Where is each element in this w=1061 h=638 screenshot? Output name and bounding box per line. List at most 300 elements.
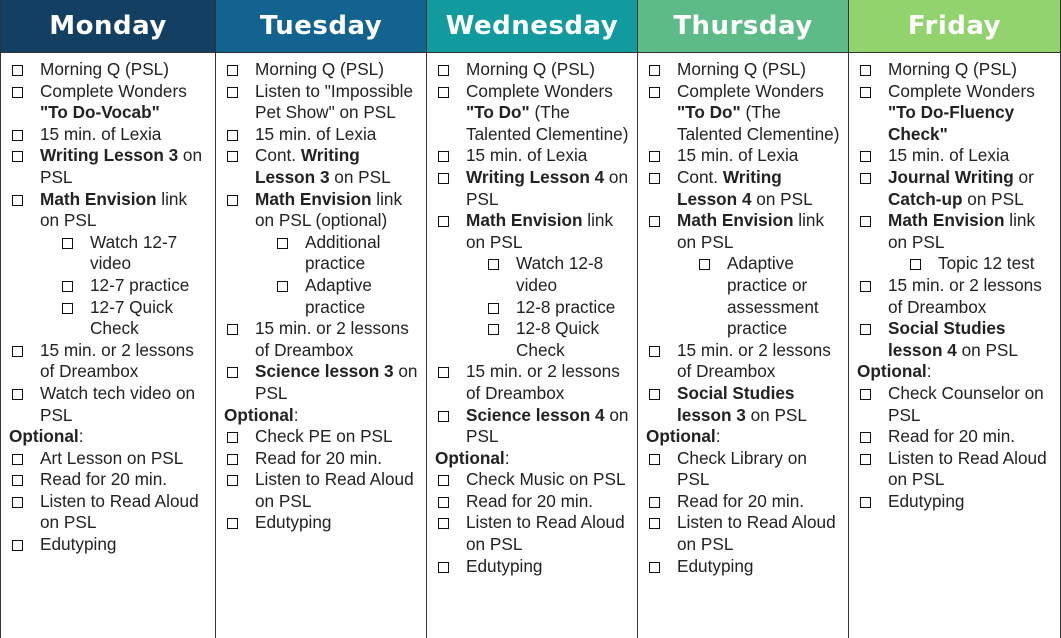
task-text-plain: Complete Wonders xyxy=(888,80,1035,101)
task-text xyxy=(727,253,842,339)
task-text-plain: Edutyping xyxy=(255,512,332,533)
day-task-list xyxy=(849,53,1060,638)
day-header: Tuesday xyxy=(216,0,426,53)
task-text-bold: Math Envision xyxy=(677,210,794,231)
task-text-bold: Writing Lesson 4 xyxy=(677,166,782,209)
task-item xyxy=(224,145,420,188)
task-item xyxy=(857,59,1054,81)
task-text-plain: Read for 20 min. xyxy=(40,469,168,490)
checkbox-icon[interactable] xyxy=(227,130,238,141)
task-text-bold: Writing Lesson 3 xyxy=(40,145,179,166)
task-item xyxy=(9,340,209,383)
checkbox-icon[interactable] xyxy=(227,87,238,98)
task-text-plain: Edutyping xyxy=(40,534,117,555)
task-text-bold: Math Envision xyxy=(888,210,1005,231)
day-column-friday xyxy=(849,0,1061,638)
task-text-plain: 12-8 practice xyxy=(516,296,616,317)
task-text-bold: "To Do" xyxy=(466,102,530,123)
checkbox-icon[interactable] xyxy=(649,497,660,508)
checkbox-icon[interactable] xyxy=(227,324,238,335)
task-text-bold: Writing Lesson 3 xyxy=(255,145,360,187)
task-text xyxy=(677,491,842,513)
task-text-after: on PSL xyxy=(745,404,807,425)
checkbox-icon[interactable] xyxy=(438,65,449,76)
task-text xyxy=(40,59,209,81)
task-text-plain: Complete Wonders xyxy=(40,80,187,101)
task-item xyxy=(435,210,631,253)
task-text-plain: 12-7 practice xyxy=(90,274,190,295)
task-text xyxy=(40,469,209,491)
task-text-plain: Cont. xyxy=(255,145,301,166)
task-text xyxy=(466,491,631,513)
task-text-plain: 12-7 Quick Check xyxy=(90,296,174,339)
task-text xyxy=(255,59,420,81)
task-text xyxy=(466,167,631,210)
checkbox-icon[interactable] xyxy=(438,411,449,422)
checkbox-icon[interactable] xyxy=(860,151,871,162)
task-text-after: link on PSL (optional) xyxy=(255,188,403,231)
task-text xyxy=(40,189,209,232)
task-text-plain: 12-8 Quick Check xyxy=(516,318,600,360)
checkbox-icon[interactable] xyxy=(438,173,449,184)
checkbox-icon[interactable] xyxy=(860,432,871,443)
task-text-after: (The Talented Clementine) xyxy=(677,102,840,144)
subtask-item xyxy=(435,253,631,296)
checkbox-icon[interactable] xyxy=(62,281,73,292)
task-text-plain: Listen to Read Aloud on PSL xyxy=(466,512,625,555)
checkbox-icon[interactable] xyxy=(488,303,499,314)
task-text-plain: Check Library on PSL xyxy=(677,447,807,490)
task-text xyxy=(888,167,1054,210)
task-item xyxy=(857,275,1054,318)
task-text xyxy=(888,81,1054,146)
checkbox-icon[interactable] xyxy=(12,454,23,465)
task-text-plain: Complete Wonders xyxy=(466,80,613,101)
task-text xyxy=(677,340,842,383)
task-text-after: link on PSL xyxy=(888,210,1036,252)
task-item xyxy=(224,448,420,470)
task-item xyxy=(857,81,1054,146)
task-text xyxy=(888,491,1054,513)
checkbox-icon[interactable] xyxy=(277,238,288,249)
task-text xyxy=(466,145,631,167)
task-item xyxy=(646,512,842,555)
task-text-plain: Watch 12-7 video xyxy=(90,231,178,274)
task-text xyxy=(888,426,1054,448)
task-item xyxy=(224,361,420,404)
task-item xyxy=(224,189,420,232)
day-column-thursday xyxy=(638,0,849,638)
checkbox-icon[interactable] xyxy=(860,281,871,292)
task-item xyxy=(435,361,631,404)
task-text-plain: Listen to Read Aloud on PSL xyxy=(888,447,1047,490)
checkbox-icon[interactable] xyxy=(860,497,871,508)
day-header: Friday xyxy=(849,0,1060,53)
task-text-plain: 15 min. or 2 lessons of Dreambox xyxy=(466,361,620,403)
task-item xyxy=(857,383,1054,426)
checkbox-icon[interactable] xyxy=(277,281,288,292)
task-text xyxy=(677,512,842,555)
task-text xyxy=(677,210,842,253)
task-text-plain: Watch tech video on PSL xyxy=(40,382,196,425)
task-item xyxy=(646,145,842,167)
checkbox-icon[interactable] xyxy=(227,151,238,162)
task-text xyxy=(677,59,842,81)
task-item xyxy=(435,167,631,210)
task-text-plain: Morning Q (PSL) xyxy=(888,59,1017,79)
task-text-plain: Edutyping xyxy=(888,490,965,511)
task-item xyxy=(435,145,631,167)
checkbox-icon[interactable] xyxy=(62,303,73,314)
task-text xyxy=(40,383,209,426)
task-text-plain: Read for 20 min. xyxy=(677,490,805,511)
checkbox-icon[interactable] xyxy=(438,216,449,227)
subtask-item xyxy=(435,318,631,361)
task-text-plain: 15 min. of Lexia xyxy=(40,123,162,144)
checkbox-icon[interactable] xyxy=(438,87,449,98)
task-item xyxy=(646,167,842,210)
checkbox-icon[interactable] xyxy=(649,562,660,573)
task-text xyxy=(466,210,631,253)
subtask-item xyxy=(224,275,420,318)
checkbox-icon[interactable] xyxy=(12,65,23,76)
checkbox-icon[interactable] xyxy=(12,497,23,508)
task-text xyxy=(466,469,631,491)
checkbox-icon[interactable] xyxy=(860,65,871,76)
task-item xyxy=(857,167,1054,210)
task-text xyxy=(90,275,209,297)
task-item xyxy=(857,145,1054,167)
task-text xyxy=(255,189,420,232)
task-text-after: on PSL xyxy=(956,339,1018,360)
task-text-plain: Edutyping xyxy=(466,555,543,576)
checkbox-icon[interactable] xyxy=(12,389,23,400)
task-text-after: link on PSL xyxy=(677,210,825,252)
task-text-plain: Check PE on PSL xyxy=(255,426,393,447)
task-item xyxy=(435,512,631,555)
subtask-item xyxy=(9,232,209,275)
day-column-tuesday xyxy=(216,0,427,638)
day-header: Monday xyxy=(1,0,215,53)
task-item xyxy=(224,318,420,361)
task-text xyxy=(255,448,420,470)
checkbox-icon[interactable] xyxy=(227,454,238,465)
task-item xyxy=(9,189,209,232)
task-text-plain: Cont. xyxy=(677,166,723,187)
task-text xyxy=(516,297,631,319)
checkbox-icon[interactable] xyxy=(649,65,660,76)
checkbox-icon[interactable] xyxy=(860,324,871,335)
checkbox-icon[interactable] xyxy=(227,367,238,378)
task-text xyxy=(90,232,209,275)
task-item xyxy=(646,81,842,146)
checkbox-icon[interactable] xyxy=(649,518,660,529)
subtask-item xyxy=(435,297,631,319)
checkbox-icon[interactable] xyxy=(227,475,238,486)
task-text-after: or xyxy=(1013,166,1034,187)
task-text xyxy=(888,145,1054,167)
checkbox-icon[interactable] xyxy=(227,518,238,529)
task-item xyxy=(224,81,420,124)
checkbox-icon[interactable] xyxy=(438,518,449,529)
task-text-plain: Adaptive practice or assessment practice xyxy=(727,253,819,339)
optional-label: Optional xyxy=(224,404,294,425)
optional-colon: : xyxy=(293,404,299,425)
task-text xyxy=(516,253,631,296)
day-header: Thursday xyxy=(638,0,848,53)
task-text xyxy=(677,383,842,426)
task-text-bold: "To Do-Vocab" xyxy=(40,102,160,123)
checkbox-icon[interactable] xyxy=(649,454,660,465)
checkbox-icon[interactable] xyxy=(910,259,921,270)
day-task-list xyxy=(216,53,426,638)
optional-heading xyxy=(9,426,209,448)
task-item xyxy=(435,556,631,578)
task-item xyxy=(9,81,209,124)
task-text-bold: Science lesson 3 xyxy=(255,361,394,382)
checkbox-icon[interactable] xyxy=(488,259,499,270)
task-text-plain: 15 min. or 2 lessons of Dreambox xyxy=(255,318,409,360)
task-text-plain: Read for 20 min. xyxy=(255,447,383,468)
checkbox-icon[interactable] xyxy=(649,87,660,98)
checkbox-icon[interactable] xyxy=(12,346,23,357)
task-text-plain: 15 min. or 2 lessons of Dreambox xyxy=(888,274,1042,317)
optional-colon: : xyxy=(926,361,932,382)
checkbox-icon[interactable] xyxy=(649,173,660,184)
task-text-plain: Listen to Read Aloud on PSL xyxy=(677,512,836,555)
checkbox-icon[interactable] xyxy=(438,151,449,162)
task-text-bold: Social Studies lesson 4 xyxy=(888,318,1006,360)
checkbox-icon[interactable] xyxy=(860,173,871,184)
checkbox-icon[interactable] xyxy=(12,130,23,141)
task-item xyxy=(9,383,209,426)
task-item xyxy=(857,318,1054,361)
task-item xyxy=(9,534,209,556)
task-text xyxy=(255,145,420,188)
task-text xyxy=(677,556,842,578)
task-text-plain: Morning Q (PSL) xyxy=(677,59,806,79)
checkbox-icon[interactable] xyxy=(227,195,238,206)
task-text-plain: Read for 20 min. xyxy=(888,426,1016,447)
task-item xyxy=(9,59,209,81)
task-text-plain: 15 min. of Lexia xyxy=(888,145,1010,166)
checkbox-icon[interactable] xyxy=(649,216,660,227)
task-text-plain: Morning Q (PSL) xyxy=(255,59,384,79)
checkbox-icon[interactable] xyxy=(438,497,449,508)
optional-colon: : xyxy=(715,426,721,447)
task-text xyxy=(677,81,842,146)
task-text xyxy=(255,124,420,146)
task-item xyxy=(435,469,631,491)
task-text-bold: Math Envision xyxy=(466,210,583,231)
task-text-bold: Catch-up xyxy=(888,188,963,209)
checkbox-icon[interactable] xyxy=(438,367,449,378)
task-text xyxy=(90,297,209,340)
checkbox-icon[interactable] xyxy=(12,87,23,98)
subtask-item xyxy=(646,253,842,339)
checkbox-icon[interactable] xyxy=(12,540,23,551)
task-text xyxy=(888,210,1054,253)
task-text-plain: 15 min. of Lexia xyxy=(255,123,377,144)
task-text-after: on PSL xyxy=(751,188,813,209)
task-text xyxy=(466,512,631,555)
checkbox-icon[interactable] xyxy=(438,562,449,573)
task-item xyxy=(9,145,209,188)
checkbox-icon[interactable] xyxy=(699,259,710,270)
task-text xyxy=(888,275,1054,318)
task-text xyxy=(40,124,209,146)
task-text-bold: Social Studies lesson 3 xyxy=(677,382,795,425)
task-item xyxy=(435,59,631,81)
task-text xyxy=(677,448,842,491)
day-task-list xyxy=(638,53,848,638)
task-text-plain: 15 min. of Lexia xyxy=(677,145,799,166)
checkbox-icon[interactable] xyxy=(62,238,73,249)
task-text-plain: 15 min. of Lexia xyxy=(466,145,588,166)
task-text-plain: Morning Q (PSL) xyxy=(466,59,595,79)
task-text-plain: Adaptive practice xyxy=(305,274,372,317)
task-text xyxy=(888,383,1054,426)
task-text-after: link on PSL xyxy=(40,188,188,231)
task-text xyxy=(255,426,420,448)
task-text xyxy=(40,448,209,470)
task-item xyxy=(646,383,842,426)
task-text xyxy=(466,59,631,81)
task-text xyxy=(40,491,209,534)
task-text xyxy=(40,340,209,383)
task-item xyxy=(224,124,420,146)
task-item xyxy=(9,491,209,534)
task-text xyxy=(888,318,1054,361)
task-text xyxy=(888,448,1054,491)
task-text xyxy=(516,318,631,361)
task-text-after: link on PSL xyxy=(466,210,614,252)
optional-label: Optional xyxy=(857,361,927,382)
task-text-plain: Listen to Read Aloud on PSL xyxy=(40,490,199,533)
checkbox-icon[interactable] xyxy=(860,87,871,98)
task-text-plain: Topic 12 test xyxy=(938,253,1035,274)
task-text xyxy=(255,361,420,404)
checkbox-icon[interactable] xyxy=(860,454,871,465)
task-text-plain: Check Music on PSL xyxy=(466,469,626,490)
task-text xyxy=(255,318,420,361)
checkbox-icon[interactable] xyxy=(649,389,660,400)
optional-heading xyxy=(857,361,1054,383)
task-text-plain: 15 min. or 2 lessons of Dreambox xyxy=(40,339,194,382)
task-text-plain: Morning Q (PSL) xyxy=(40,59,169,79)
task-item xyxy=(646,556,842,578)
day-task-list xyxy=(427,53,637,638)
task-item xyxy=(857,210,1054,253)
task-text-after: on PSL xyxy=(255,361,418,403)
task-text-plain: Listen to Read Aloud on PSL xyxy=(255,469,414,511)
task-text-bold: Science lesson 4 xyxy=(466,404,605,425)
task-item xyxy=(435,491,631,513)
checkbox-icon[interactable] xyxy=(438,475,449,486)
task-item xyxy=(646,340,842,383)
task-text-plain: Read for 20 min. xyxy=(466,490,594,511)
task-text-plain: Art Lesson on PSL xyxy=(40,447,184,468)
task-item xyxy=(857,426,1054,448)
day-column-monday xyxy=(0,0,216,638)
day-task-list xyxy=(1,53,215,638)
task-text-bold: Writing Lesson 4 xyxy=(466,166,605,187)
task-item xyxy=(646,210,842,253)
task-text xyxy=(40,534,209,556)
task-item xyxy=(9,469,209,491)
task-text-after: on PSL xyxy=(962,188,1024,209)
task-item xyxy=(224,469,420,512)
task-text-plain: Listen to "Impossible Pet Show" on PSL xyxy=(255,80,414,123)
task-text xyxy=(305,275,420,318)
task-item xyxy=(224,426,420,448)
checkbox-icon[interactable] xyxy=(227,65,238,76)
task-text xyxy=(305,232,420,275)
task-text-plain: Additional practice xyxy=(305,231,381,274)
optional-colon: : xyxy=(504,447,510,468)
optional-heading xyxy=(435,448,631,470)
task-text xyxy=(677,167,842,210)
task-item xyxy=(646,448,842,491)
subtask-item xyxy=(9,297,209,340)
checkbox-icon[interactable] xyxy=(227,432,238,443)
task-text-bold: "To Do" xyxy=(677,102,741,123)
subtask-item xyxy=(224,232,420,275)
optional-label: Optional xyxy=(9,426,79,447)
checkbox-icon[interactable] xyxy=(12,475,23,486)
task-text-plain: Edutyping xyxy=(677,555,754,576)
task-text xyxy=(466,361,631,404)
task-text-plain: Complete Wonders xyxy=(677,80,824,101)
checkbox-icon[interactable] xyxy=(860,216,871,227)
day-column-wednesday xyxy=(427,0,638,638)
task-text xyxy=(677,145,842,167)
task-text xyxy=(255,512,420,534)
subtask-item xyxy=(857,253,1054,275)
optional-label: Optional xyxy=(435,447,505,468)
checkbox-icon[interactable] xyxy=(649,151,660,162)
day-header: Wednesday xyxy=(427,0,637,53)
checkbox-icon[interactable] xyxy=(860,389,871,400)
checkbox-icon[interactable] xyxy=(488,324,499,335)
task-item xyxy=(857,448,1054,491)
task-item xyxy=(9,448,209,470)
task-text-plain: 15 min. or 2 lessons of Dreambox xyxy=(677,339,831,382)
task-text-bold: Math Envision xyxy=(40,188,157,209)
task-text-bold: "To Do-Fluency Check" xyxy=(888,102,1015,144)
task-text-after: (The Talented Clementine) xyxy=(466,102,629,144)
task-text xyxy=(40,81,209,124)
task-item xyxy=(857,491,1054,513)
optional-colon: : xyxy=(78,426,84,447)
checkbox-icon[interactable] xyxy=(649,346,660,357)
checkbox-icon[interactable] xyxy=(12,151,23,162)
task-item xyxy=(435,405,631,448)
optional-heading xyxy=(224,405,420,427)
task-text-after: on PSL xyxy=(329,166,391,187)
optional-label: Optional xyxy=(646,426,716,447)
task-text xyxy=(888,59,1054,81)
task-text-after: on PSL xyxy=(40,145,203,187)
task-item xyxy=(224,512,420,534)
task-item xyxy=(646,59,842,81)
task-text xyxy=(255,469,420,512)
checkbox-icon[interactable] xyxy=(12,195,23,206)
subtask-item xyxy=(9,275,209,297)
task-text xyxy=(40,145,209,188)
task-text xyxy=(466,81,631,146)
task-item xyxy=(435,81,631,146)
